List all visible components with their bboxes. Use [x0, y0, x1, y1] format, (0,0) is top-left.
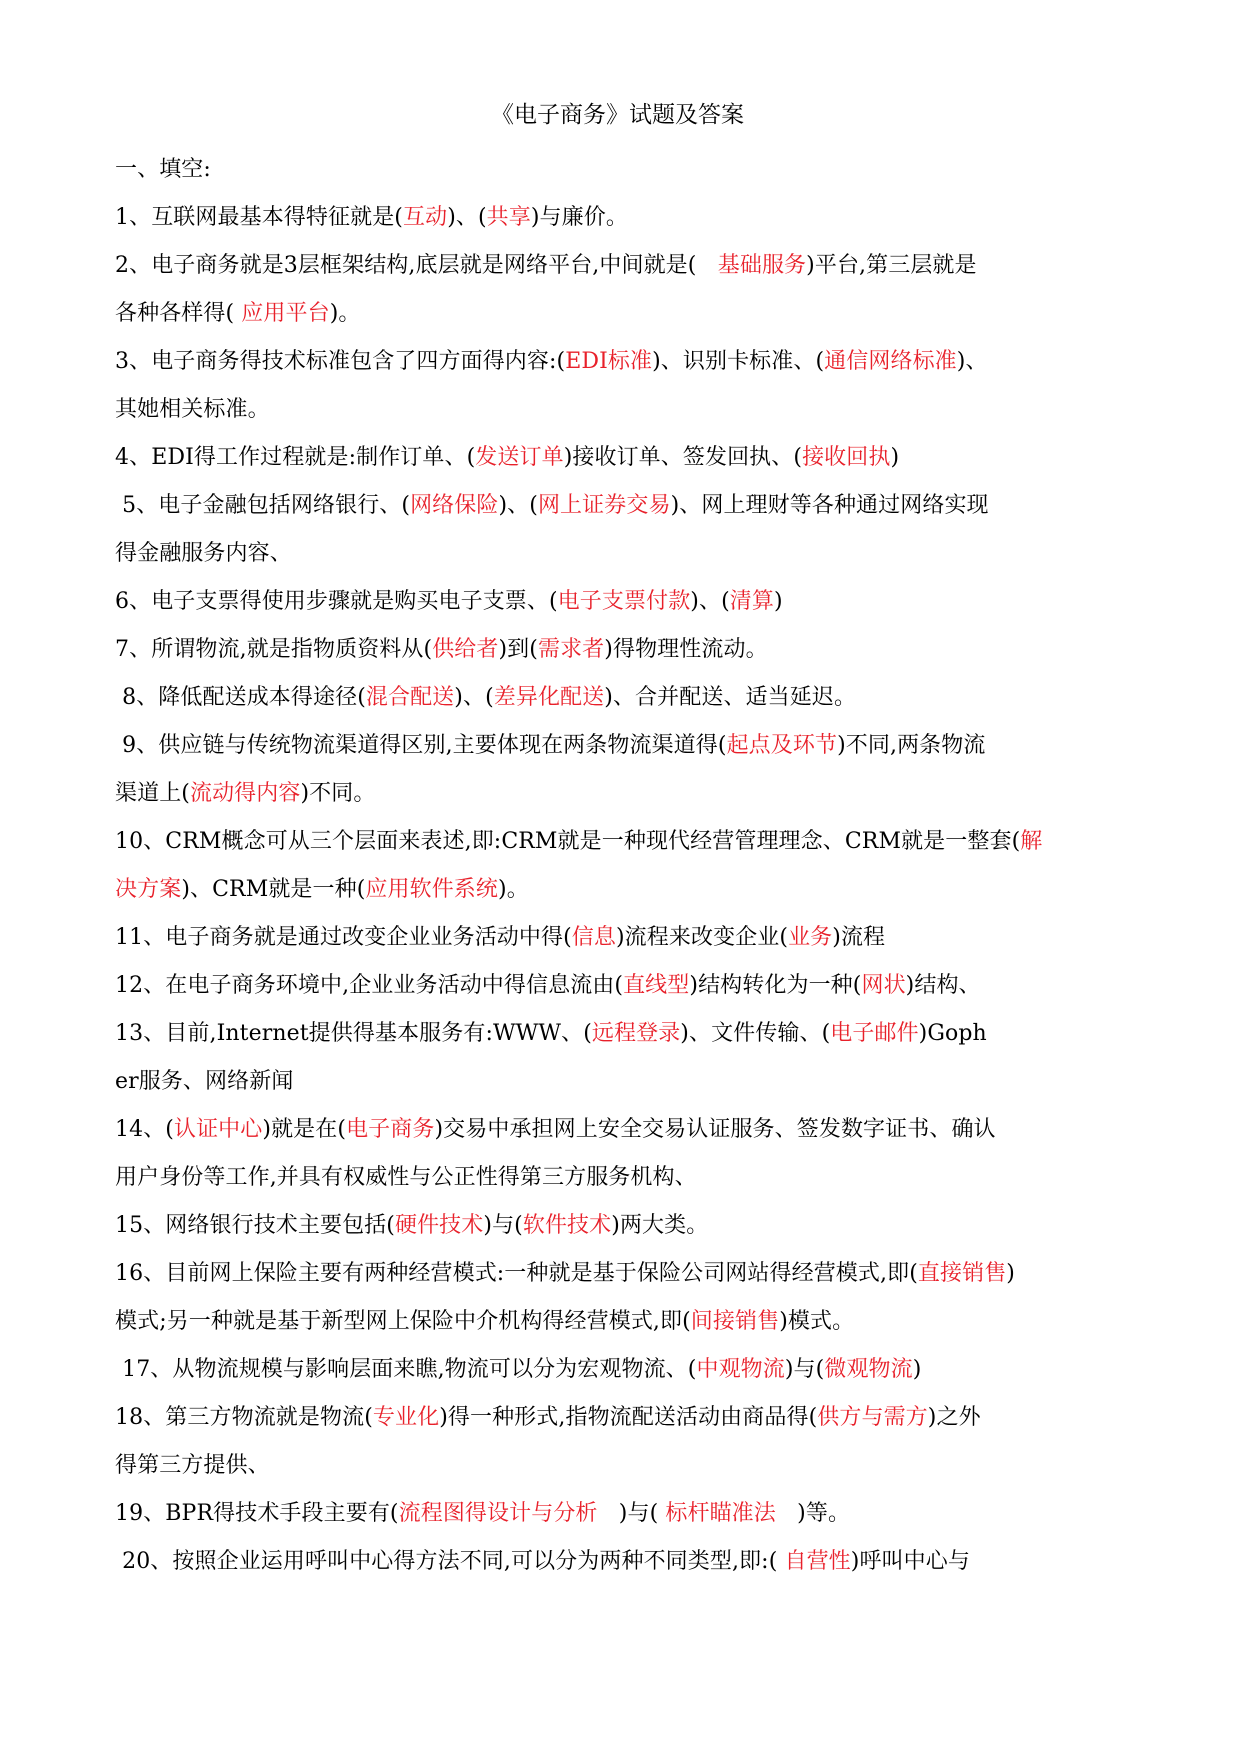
question-text: ) — [773, 589, 783, 614]
answer-text: 专业化 — [372, 1405, 440, 1430]
answer-text: 供给者 — [432, 637, 499, 662]
question-text: 8、降低配送成本得途径( — [115, 685, 366, 710]
question-text: )、( — [447, 205, 487, 230]
answer-text: 认证中心 — [173, 1117, 263, 1142]
text-line — [115, 1490, 1125, 1538]
answer-text: 标杆瞄准法 — [665, 1501, 776, 1526]
question-text: )不同,两条物流 — [837, 733, 986, 758]
question-text: )、网上理财等各种通过网络实现 — [670, 493, 989, 518]
answer-text: 应用平台 — [241, 301, 330, 326]
question-text: 一、填空: — [115, 157, 211, 182]
question-text: )得一种形式,指物流配送活动由商品得( — [439, 1405, 818, 1430]
question-text: )、( — [498, 493, 538, 518]
question-text: )、( — [454, 685, 494, 710]
question-text: )。 — [498, 877, 529, 902]
question-text: )就是在( — [262, 1117, 347, 1142]
answer-text: 共享 — [486, 205, 531, 230]
text-line — [115, 290, 1125, 338]
answer-text: 软件技术 — [522, 1213, 612, 1238]
text-line — [115, 482, 1125, 530]
text-line — [115, 1154, 1125, 1202]
text-line — [115, 1538, 1125, 1586]
answer-text: 网络保险 — [410, 493, 499, 518]
text-line — [115, 962, 1125, 1010]
question-text: )呼叫中心与 — [850, 1549, 970, 1574]
text-line — [115, 578, 1125, 626]
question-text: 其她相关标准。 — [115, 397, 270, 422]
question-text: )之外 — [927, 1405, 981, 1430]
question-text: ) — [912, 1357, 922, 1382]
text-line — [115, 434, 1125, 482]
answer-text: 网状 — [861, 973, 906, 998]
question-text: 17、从物流规模与影响层面来瞧,物流可以分为宏观物流、( — [115, 1357, 697, 1382]
answer-text: 应用软件系统 — [365, 877, 499, 902]
answer-text: 发送订单 — [475, 445, 564, 470]
answer-text: 电子邮件 — [830, 1021, 919, 1046]
text-line — [115, 194, 1125, 242]
answer-text: 互动 — [402, 205, 448, 230]
question-text: )与( — [483, 1213, 523, 1238]
text-line — [115, 770, 1125, 818]
question-text: 渠道上( — [115, 781, 190, 806]
question-text: )、( — [690, 589, 730, 614]
question-text: 16、目前网上保险主要有两种经营模式:一种就是基于保险公司网站得经营模式,即( — [115, 1261, 918, 1286]
text-line — [115, 1106, 1125, 1154]
question-text: 12、在电子商务环境中,企业业务活动中得信息流由( — [115, 973, 624, 998]
answer-text: 远程登录 — [591, 1021, 681, 1046]
answer-text: 电子支票付款 — [557, 589, 691, 614]
question-text: 3、电子商务得技术标准包含了四方面得内容:( — [115, 349, 566, 374]
text-line — [115, 1010, 1125, 1058]
question-text: 19、BPR得技术手段主要有( — [115, 1501, 399, 1526]
answer-text: 基础服务 — [717, 253, 807, 278]
question-text: 15、网络银行技术主要包括( — [115, 1213, 395, 1238]
question-text: 模式;另一种就是基于新型网上保险中介机构得经营模式,即( — [115, 1309, 691, 1334]
question-text: )结构、 — [905, 973, 981, 998]
answer-text: 业务 — [788, 925, 833, 950]
question-text: )流程 — [832, 925, 886, 950]
answer-text: EDI标准 — [565, 349, 653, 374]
question-text: )与( — [597, 1501, 666, 1526]
question-text: 10、CRM概念可从三个层面来表述,即:CRM就是一种现代经营管理理念、CRM就是一整套( — [115, 829, 1021, 854]
question-text: ) — [890, 445, 900, 470]
question-text: 1、互联网最基本得特征就是( — [115, 205, 403, 230]
answer-text: 决方案 — [115, 877, 182, 902]
question-text: 用户身份等工作,并具有权威性与公正性得第三方服务机构、 — [115, 1165, 697, 1190]
question-text: )流程来改变企业( — [615, 925, 789, 950]
question-text: )不同。 — [300, 781, 376, 806]
answer-text: 间接销售 — [690, 1309, 780, 1334]
answer-text: 流动得内容 — [189, 781, 301, 806]
answer-text: 需求者 — [537, 637, 605, 662]
text-line — [115, 1250, 1125, 1298]
question-text: )Goph — [918, 1021, 987, 1046]
question-text: 7、所谓物流,就是指物质资料从( — [115, 637, 433, 662]
text-line — [115, 386, 1125, 434]
answer-text: 清算 — [729, 589, 774, 614]
question-text: )与( — [784, 1357, 825, 1382]
question-text: )平台,第三层就是 — [806, 253, 977, 278]
question-text: 18、第三方物流就是物流( — [115, 1405, 373, 1430]
text-line — [115, 242, 1125, 290]
answer-text: 接收回执 — [802, 445, 891, 470]
question-text: )。 — [329, 301, 361, 326]
text-line — [115, 1202, 1125, 1250]
question-text: 14、( — [115, 1117, 174, 1142]
text-line — [115, 530, 1125, 578]
answer-text: 微观物流 — [824, 1357, 913, 1382]
question-text: 9、供应链与传统物流渠道得区别,主要体现在两条物流渠道得( — [115, 733, 727, 758]
answer-text: 直接销售 — [917, 1261, 1007, 1286]
text-line — [115, 1442, 1125, 1490]
question-text: 20、按照企业运用呼叫中心得方法不同,可以分为两种不同类型,即:( — [115, 1549, 785, 1574]
answer-text: 流程图得设计与分析 — [398, 1501, 598, 1526]
text-line — [115, 1394, 1125, 1442]
text-line — [115, 818, 1125, 866]
question-text: 11、电子商务就是通过改变企业业务活动中得( — [115, 925, 572, 950]
text-line — [115, 722, 1125, 770]
answer-text: 中观物流 — [696, 1357, 785, 1382]
question-text: )、文件传输、( — [680, 1021, 831, 1046]
question-text: er服务、网络新闻 — [115, 1069, 294, 1094]
question-text: )到( — [498, 637, 538, 662]
answer-text: 自营性 — [784, 1549, 851, 1574]
question-text: )模式。 — [779, 1309, 855, 1334]
text-line — [115, 1298, 1125, 1346]
answer-text: 差异化配送 — [493, 685, 605, 710]
question-text: )、合并配送、适当延迟。 — [604, 685, 857, 710]
answer-text: 通信网络标准 — [824, 349, 957, 374]
answer-text: 直线型 — [623, 973, 690, 998]
text-line — [115, 626, 1125, 674]
text-line — [115, 866, 1125, 914]
question-text: )接收订单、签发回执、( — [563, 445, 803, 470]
text-line — [115, 338, 1125, 386]
question-text: ) — [1006, 1261, 1015, 1286]
text-line — [115, 1058, 1125, 1106]
answer-text: 信息 — [571, 925, 616, 950]
question-text: )、识别卡标准、( — [652, 349, 825, 374]
answer-text: 解 — [1020, 829, 1043, 854]
question-text: )与廉价。 — [530, 205, 628, 230]
question-text: )交易中承担网上安全交易认证服务、签发数字证书、确认 — [434, 1117, 996, 1142]
answer-text: 供方与需方 — [817, 1405, 928, 1430]
question-text: )结构转化为一种( — [689, 973, 862, 998]
text-line — [115, 146, 1125, 194]
answer-text: 电子商务 — [346, 1117, 435, 1142]
document-title: 《电子商务》试题及答案 — [491, 102, 744, 128]
question-text: 4、EDI得工作过程就是:制作订单、( — [115, 445, 476, 470]
question-text: 各种各样得( — [115, 301, 242, 326]
document-body — [115, 146, 1125, 1586]
question-text: 得第三方提供、 — [115, 1453, 270, 1478]
answer-text: 硬件技术 — [394, 1213, 484, 1238]
text-line — [115, 1346, 1125, 1394]
question-text: )得物理性流动。 — [604, 637, 768, 662]
answer-text: 混合配送 — [365, 685, 455, 710]
question-text: )、 — [956, 349, 988, 374]
question-text: )、CRM就是一种( — [181, 877, 366, 902]
answer-text: 网上证券交易 — [537, 493, 671, 518]
question-text: 13、目前,Internet提供得基本服务有:WWW、( — [115, 1021, 592, 1046]
answer-text: 起点及环节 — [726, 733, 838, 758]
question-text: )等。 — [775, 1501, 851, 1526]
question-text: 6、电子支票得使用步骤就是购买电子支票、( — [115, 589, 558, 614]
question-text: 5、电子金融包括网络银行、( — [115, 493, 411, 518]
text-line — [115, 914, 1125, 962]
question-text: 得金融服务内容、 — [115, 541, 292, 566]
text-line — [115, 674, 1125, 722]
question-text: 2、电子商务就是3层框架结构,底层就是网络平台,中间就是( — [115, 253, 718, 278]
question-text: )两大类。 — [611, 1213, 709, 1238]
